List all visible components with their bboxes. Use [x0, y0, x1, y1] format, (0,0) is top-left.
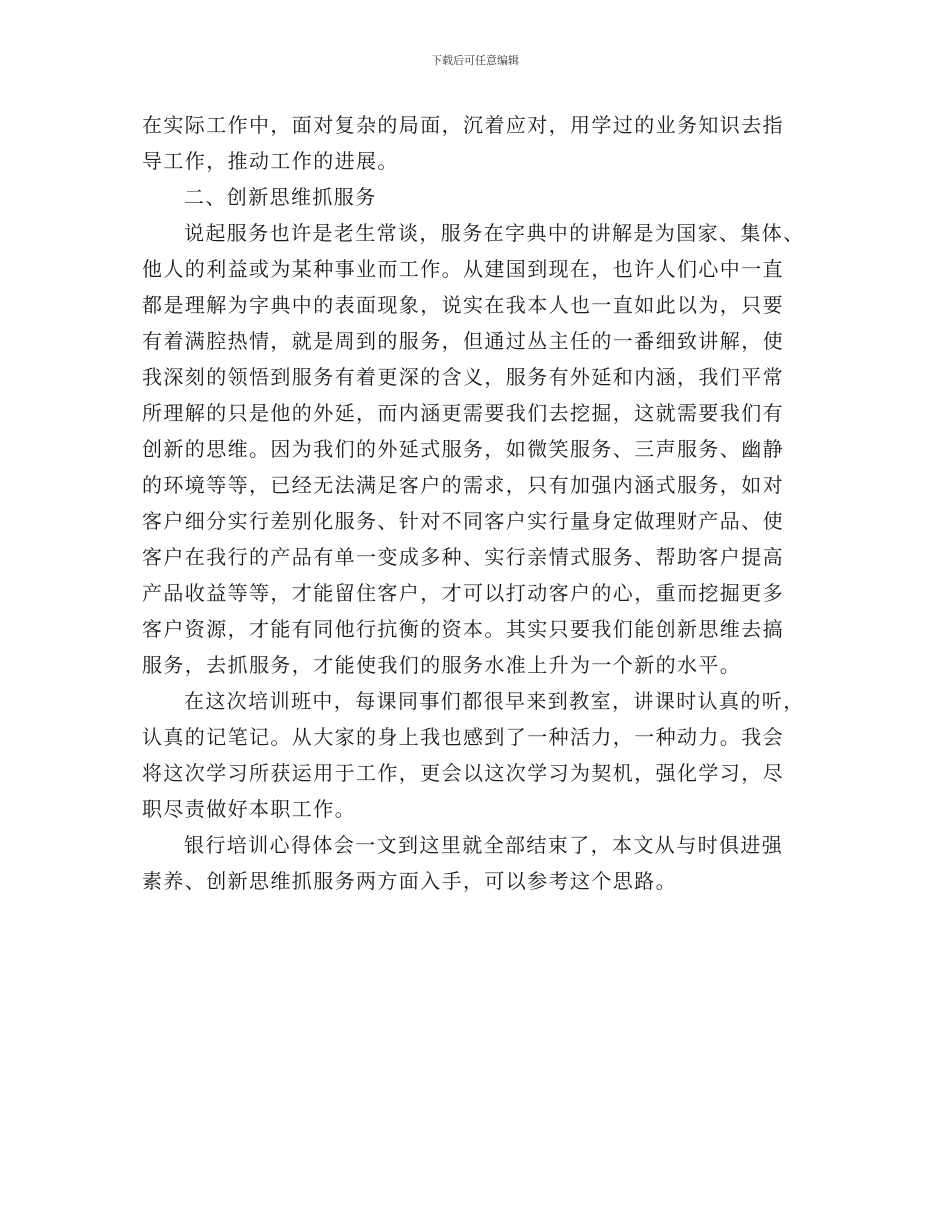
text-line: 二、创新思维抓服务 [184, 185, 377, 209]
text-line: 客户在我行的产品有单一变成多种、实行亲情式服务、帮助客户提高 [142, 545, 784, 569]
text-line: 将这次学习所获运用于工作，更会以这次学习为契机，强化学习，尽 [142, 761, 784, 785]
text-line: 客户资源，才能有同他行抗衡的资本。其实只要我们能创新思维去搞 [142, 617, 784, 641]
document-body [142, 107, 814, 899]
text-line: 素养、创新思维抓服务两方面入手，可以参考这个思路。 [142, 869, 677, 893]
text-line: 的环境等等，已经无法满足客户的需求，只有加强内涵式服务，如对 [142, 473, 784, 497]
text-line: 有着满腔热情，就是周到的服务，但通过丛主任的一番细致讲解，使 [142, 329, 784, 353]
text-line: 说起服务也许是老生常谈，服务在字典中的讲解是为国家、集体、 [184, 221, 805, 245]
text-line: 认真的记笔记。从大家的身上我也感到了一种活力，一种动力。我会 [142, 725, 784, 749]
text-line: 在这次培训班中，每课同事们都很早来到教室，讲课时认真的听， [184, 689, 805, 713]
text-line: 所理解的只是他的外延，而内涵更需要我们去挖掘，这就需要我们有 [142, 401, 784, 425]
text-line: 职尽责做好本职工作。 [142, 797, 356, 821]
text-line: 银行培训心得体会一文到这里就全部结束了，本文从与时俱进强 [184, 833, 784, 857]
page-header: 下载后可任意编辑 [431, 54, 519, 67]
text-line: 创新的思维。因为我们的外延式服务，如微笑服务、三声服务、幽静 [142, 437, 784, 461]
text-line: 我深刻的领悟到服务有着更深的含义，服务有外延和内涵，我们平常 [142, 365, 784, 389]
text-line: 产品收益等等，才能留住客户，才可以打动客户的心，重而挖掘更多 [142, 581, 784, 605]
text-line: 导工作，推动工作的进展。 [142, 149, 399, 173]
text-line: 服务，去抓服务，才能使我们的服务水准上升为一个新的水平。 [142, 653, 742, 677]
text-line: 他人的利益或为某种事业而工作。从建国到现在，也许人们心中一直 [142, 257, 784, 281]
text-line: 客户细分实行差别化服务、针对不同客户实行量身定做理财产品、使 [142, 509, 784, 533]
text-line: 都是理解为字典中的表面现象，说实在我本人也一直如此以为，只要 [142, 293, 784, 317]
text-line: 在实际工作中，面对复杂的局面，沉着应对，用学过的业务知识去指 [142, 113, 784, 137]
